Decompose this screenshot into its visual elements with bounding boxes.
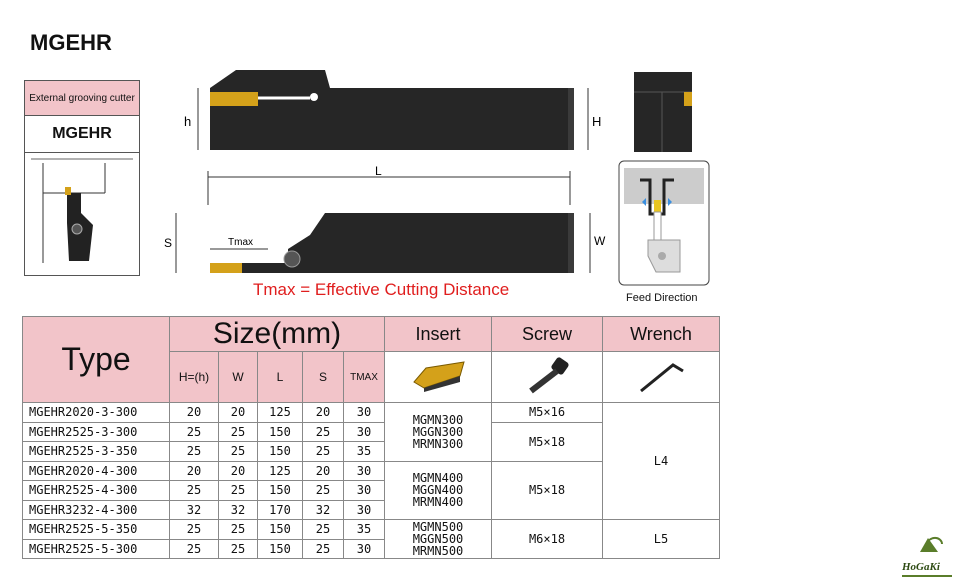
holder-sketch [25, 153, 139, 275]
col-l: L [258, 352, 303, 403]
insert-code: MGGN500 [412, 532, 464, 546]
screw-image [492, 352, 603, 403]
tmax-cell: 30 [344, 539, 385, 559]
table-row [23, 403, 720, 423]
top-view-drawing [160, 165, 610, 280]
insert-code: MGGN300 [412, 424, 464, 439]
insert-group-400 [385, 461, 492, 520]
tmax-note: Tmax = Effective Cutting Distance [253, 280, 510, 299]
l-cell: 150 [258, 422, 303, 442]
type-header: Type [23, 317, 170, 403]
type-cell: MGEHR2525-4-300 [23, 481, 170, 501]
w-cell: 20 [219, 461, 258, 481]
dim-h-label: h [184, 114, 192, 129]
feed-direction-caption: Feed Direction [626, 292, 698, 304]
wrench-cell: L5 [603, 520, 720, 559]
insert-group-500 [385, 520, 492, 559]
h-cell: 25 [170, 481, 219, 501]
s-cell: 25 [303, 539, 344, 559]
dim-H-label: H [592, 114, 602, 129]
l-cell: 150 [258, 481, 303, 501]
h-cell: 25 [170, 539, 219, 559]
insert-image [385, 352, 492, 403]
insert-code: MGMN400 [412, 471, 464, 486]
page-title: MGEHR [30, 30, 112, 55]
s-cell: 25 [303, 481, 344, 501]
type-cell: MGEHR2525-5-350 [23, 520, 170, 540]
size-header: Size(mm) [170, 317, 385, 352]
w-cell: 25 [219, 481, 258, 501]
w-cell: 25 [219, 422, 258, 442]
dim-tmax-label: Tmax [228, 237, 253, 248]
w-cell: 25 [219, 520, 258, 540]
tmax-cell: 30 [344, 403, 385, 423]
wrench-header: Wrench [603, 317, 720, 352]
type-cell: MGEHR2525-3-350 [23, 442, 170, 462]
col-h: H=(h) [170, 352, 219, 403]
h-cell: 25 [170, 422, 219, 442]
type-cell: MGEHR2525-5-300 [23, 539, 170, 559]
w-cell: 32 [219, 500, 258, 520]
s-cell: 25 [303, 520, 344, 540]
screw-cell: M6×18 [492, 520, 603, 559]
dim-S-label: S [164, 236, 173, 250]
wrench-cell: L4 [603, 403, 720, 520]
type-cell: MGEHR2020-4-300 [23, 461, 170, 481]
type-cell: MGEHR2525-3-300 [23, 422, 170, 442]
col-s: S [303, 352, 344, 403]
screw-cell: M5×18 [492, 422, 603, 461]
spec-table [22, 316, 720, 559]
l-cell: 125 [258, 403, 303, 423]
l-cell: 170 [258, 500, 303, 520]
l-cell: 150 [258, 539, 303, 559]
screw-header: Screw [492, 317, 603, 352]
h-cell: 25 [170, 442, 219, 462]
tmax-cell: 30 [344, 500, 385, 520]
type-cell: MGEHR3232-4-300 [23, 500, 170, 520]
col-w: W [219, 352, 258, 403]
type-cell: MGEHR2020-3-300 [23, 403, 170, 423]
tmax-cell: 35 [344, 520, 385, 540]
label-caption: External grooving cutter [25, 81, 139, 116]
screw-cell: M5×16 [492, 403, 603, 423]
w-cell: 25 [219, 442, 258, 462]
label-code: MGEHR [25, 116, 139, 153]
dim-W-label: W [594, 234, 606, 248]
end-view-drawing [624, 68, 704, 156]
l-cell: 150 [258, 520, 303, 540]
brand-logo [898, 530, 956, 586]
insert-group-300 [385, 403, 492, 462]
insert-code: MGMN500 [412, 520, 464, 534]
insert-header: Insert [385, 317, 492, 352]
screw-cell: M5×18 [492, 461, 603, 520]
insert-code: MRMN400 [412, 495, 464, 510]
tmax-cell: 30 [344, 481, 385, 501]
insert-code: MGGN400 [412, 483, 464, 498]
tmax-cell: 30 [344, 461, 385, 481]
s-cell: 20 [303, 461, 344, 481]
h-cell: 25 [170, 520, 219, 540]
wrench-image [603, 352, 720, 403]
dim-L-label: L [375, 165, 382, 178]
h-cell: 32 [170, 500, 219, 520]
table-row [23, 520, 720, 540]
tmax-cell: 35 [344, 442, 385, 462]
insert-code: MGMN300 [412, 412, 464, 427]
l-cell: 150 [258, 442, 303, 462]
insert-code: MRMN300 [412, 436, 464, 451]
w-cell: 25 [219, 539, 258, 559]
s-cell: 32 [303, 500, 344, 520]
product-label-card [24, 80, 140, 276]
h-cell: 20 [170, 403, 219, 423]
l-cell: 125 [258, 461, 303, 481]
side-view-drawing [170, 64, 610, 160]
s-cell: 20 [303, 403, 344, 423]
insert-code: MRMN500 [412, 544, 464, 558]
s-cell: 25 [303, 442, 344, 462]
feed-direction-diagram [618, 160, 710, 286]
logo-text: HoGaKi [902, 561, 940, 573]
h-cell: 20 [170, 461, 219, 481]
s-cell: 25 [303, 422, 344, 442]
w-cell: 20 [219, 403, 258, 423]
col-tmax: TMAX [344, 352, 385, 403]
tmax-cell: 30 [344, 422, 385, 442]
